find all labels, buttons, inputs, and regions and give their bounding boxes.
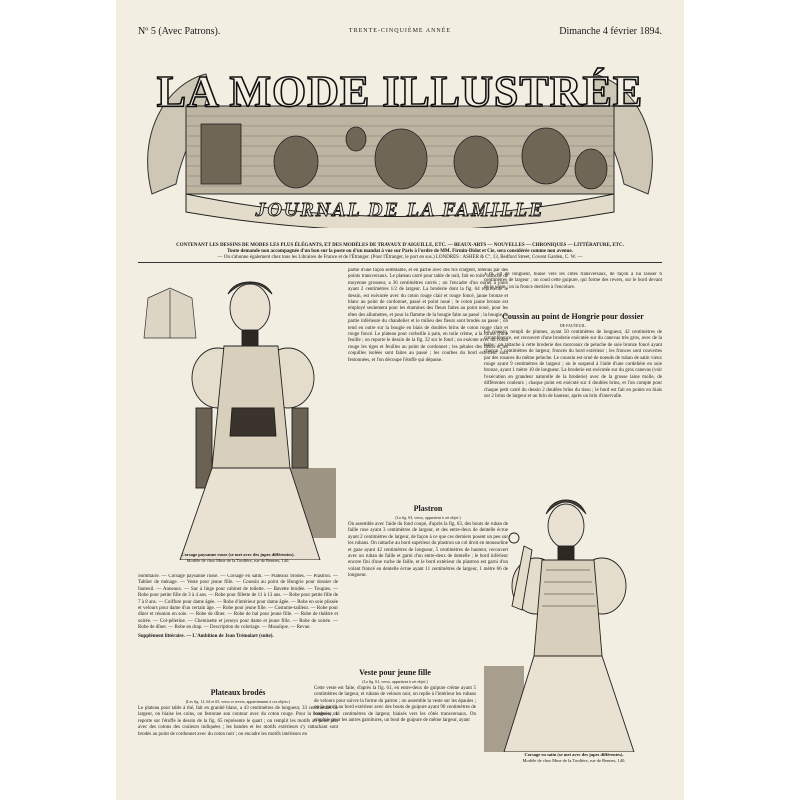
veste-subtitle: (La fig. 61, verso, appartient à cet objet.) [362, 679, 428, 684]
figure-1-caption [140, 552, 336, 563]
sommaire-text: Sommaire. — Corsage paysanne russe. — Corsage en satin. — Plateaux brodés. — Plastron. — Tablier de ménage. — Veste pour jeune fille. — Coussin au point de Hongrie pour dossier de fauteuil. — Anneaux. — Sac à linge pour cabinet de toilette. — Bavette brodée. — Toupies. — Robe pour petite fille de 3 à 4 ans. — Robe pour fillette de 11 à 13 ans. — Robe pour petite fille de 7 à 8 ans. — Coiffure pour dame âgée. — Robe d'intérieur pour dame âgée. — Robe en soie plissée et velours pour dame d'un certain âge. — Robe pour jeune fille. — Costume-tailleur. — Robe pour dîner et réunion en soie. — Robe de dîner. — Robe de bal pour jeune fille. — Robe de théâtre et soirée. — Col-pèlerine. — Chemisette et jerseys pour dame et jeune fille. — Robe de soirée. — Robe de dîner. — Robe en drap. — Description du coloriage. — Mosaïque. — Revue. [138, 574, 338, 631]
right-top-paragraph: 1 m. 50 de longueur, biaisé vers les côtés transversaux, de façon à lui laisser 6 centimètres de largeur ; on coud cette guipure, qui forme des revers, sur le bord devant de la veste ; on la fronce derrière à l'encolure. [484, 272, 662, 290]
coussin-subtitle: DE FAUTEUIL. [559, 323, 587, 328]
masthead-title: LA MODE ILLUSTRÉE [156, 67, 644, 116]
intro-line-2: Toute demande non accompagnée d'un bon sur la poste ou d'un mandat à vue sur Paris à l'ordre de MM. Firmin-Didot et Cie, sera considérée comme non avenue. [227, 249, 573, 254]
veste-title: Veste pour jeune fille [359, 668, 431, 677]
masthead-engraving [146, 44, 654, 228]
figure-corsage-satin [484, 486, 664, 752]
plastron-title: Plastron [413, 504, 443, 513]
figure-1-title: Corsage paysanne russe (se met avec des jupes différentes). [181, 552, 295, 557]
right-top-text [484, 272, 662, 308]
figure-corsage-paysanne [140, 268, 336, 560]
sommaire-block [138, 574, 338, 684]
middle-text: partie d'une façon semblable, et en partie avec des fils d'argent, retenus par des points transversaux. Le plateau carré pour table de nuit, fait en toile blanche de moyenne grosseur, a 36 centimètres carrés ; on l'encadre d'un ourlet à jours ayant 2 centimètres 1/2 de largeur. La broderie dont la fig. 64 représente le dessin, est exécutée avec du coton rouge clair et rouge foncé, jaune bronze et blanc au point de cordonnet, passé et point noué ; le coton jaune bronze est employé seulement pour les étamines des fleurs faites au point noué, pour les têtes des allumettes, et pour la flamme de la bougie faite au passé ; la bougie, la partie inférieure du chandelier et le milieu des fleurs sont brodés au passé ; on tend en outre sur la bougie en biais de doubles brins de coton rouge clair et rouge foncé. Le plateau pour corbeille à pain, en toile crème, a la forme d'une feuille ; on reporte le dessin de la fig. 32 sur le fond ; on exécute avec du coton rouge les tiges et feuilles au point de cordonnet ; les pétales des fleurs et les coquilles isolées sont faites au passé ; les courbes du bord extérieur sont festonnées, et l'on découpe l'étoffe qui dépasse. [348, 268, 508, 363]
coussin-text: Ce coussin, rempli de plumes, ayant 50 centimètres de longueur, 42 centimètres de circonférence, est recouvert d'une broderie exécutée sur du canevas très gros, avec de la laine ; on rattache à cette broderie des morceaux de peluche de soie bronze foncé ayant chacun 7 centimètres de largeur, froncés du bord extérieur ; les fronces sont couvertes par des rosaces du même peluche. Le coussin est orné de noeuds de ruban de satin vieux rouge ayant 9 centimètres de largeur ; on le suspend à l'aide d'une cordelière en soie bronze, ayant 1 mètre 10 de longueur. La broderie est exécutée sur du gros canevas (voir l'exécution en grandeur naturelle de la broderie) avec de la grosse laine molle, de différentes couleurs ; chaque point est exécuté sur 4 doubles brins, et l'on compte pour chaque petit carré du dessin 2 doubles brins du tissu ; le bord est fait en points en biais sur 2 brins de largeur et un brin de hauteur, après un brin d'intervalle. [484, 330, 662, 400]
plateaux-title: Plateaux brodés [210, 688, 266, 697]
coussin-section [484, 308, 662, 478]
intro-line-3: — On s'abonne également chez tous les Libraires de France et de l'Étranger. (Pour l'Étranger, le port en sus.) LONDRES : ASHER & Cº, 13, Bedford Street, Covent Garden, C. W. — [217, 255, 583, 260]
veste-section [314, 664, 476, 796]
veste-text: Cette veste est faite, d'après la fig. 61, en entre-deux de guipure crème ayant 5 centimètres de largeur, et rubans de velours noir, on replie à l'intérieur les rubans de velours pour suivre la forme du patron ; on assemble la veste sur les épaules ; on la garnit au bord extérieur avec des bouts de guipure ayant 90 centimètres de longueur, 11 centimètres de largeur, biaisés vers les côtés transversaux. On emploie pour les autres garnitures, un bout de guipure de même largeur, ayant [314, 686, 476, 724]
figure-2-caption [484, 752, 664, 763]
plateaux-text: Le plateau pour table à thé, fait en granité blanc, a 43 centimètres de longueur, 33 centimètres de largeur, on biaise les coins, on festonne son contour avec du coton rouge. Pour la broderie, on reporte sur l'étoffe le dessin de la fig. 65 représente le quart ; on remplit les motifs au point plat avec des cotons des couleurs indiquées ; les bandes et les motifs extérieurs s'y rattachant sont brodés au point de cordonnet avec du coton noir ; on encadre les motifs intérieurs en [138, 706, 338, 737]
masthead-subtitle: JOURNAL DE LA FAMILLE [255, 199, 545, 221]
plastron-subtitle: (La fig. 63, verso, appartient à cet objet.) [395, 515, 461, 520]
intro-block [138, 243, 662, 261]
coussin-title: Coussin au point de Hongrie pour dossier [502, 312, 644, 321]
plateaux-section [138, 684, 338, 794]
figure-2-model: Modèle de chez Mme de la Tordière, rue de Rennes, 140. [522, 757, 626, 763]
issue-number: Nº 5 (Avec Patrons). [138, 26, 221, 37]
plastron-text: On assemble avec l'aide du fond coupé, d'après la fig. 63, des bouts de ruban de faille rose ayant 3 centimètres de largeur, et des entre-deux de dentelle écrue ayant 2 centimètres de largeur, de façon à ce que ces derniers posent un peu sur les rubans. On rattache au bord supérieur du plastron un col droit en mousseline et gaze ayant 42 centimètres de longueur, 5 centimètres de hauteur, recouvert avec un ruban de faille et garni d'un entre-deux de dentelle ; le bord inférieur encore fini d'une ruche de faille, et le bord extérieur du plastron est garni d'un volant froncé en dentelle écrue ayant 11 centimètres de largeur, 1 mètre 66 de longueur. [348, 522, 508, 579]
divider [138, 262, 662, 263]
issue-date: Dimanche 4 février 1894. [559, 26, 662, 37]
figure-2-title: Corsage en satin (se met avec des jupes différentes). [524, 752, 624, 757]
issue-header [138, 26, 662, 40]
supplement-text: Supplément littéraire. — L'Ambition de Jean Trémolart (suite). [138, 633, 274, 639]
figure-1-model: Modèle de chez Mme de la Tordière, rue de Rennes, 140. [186, 557, 290, 563]
plateaux-subtitle: (Les fig. 12, 64 et 65, verso et revers, appartiennent à ces objets.) [185, 699, 291, 704]
journal-page [116, 0, 684, 800]
year-label: TRENTE-CINQUIÈME ANNÉE [348, 28, 452, 34]
intro-line-1: CONTENANT LES DESSINS DE MODES LES PLUS ÉLÉGANTS, ET DES MODÈLES DE TRAVAUX D'AIGUILLE, ETC. — BEAUX-ARTS — NOUVELLES — CHRONIQUES — LITTÉRATURE, ETC. [176, 243, 624, 248]
